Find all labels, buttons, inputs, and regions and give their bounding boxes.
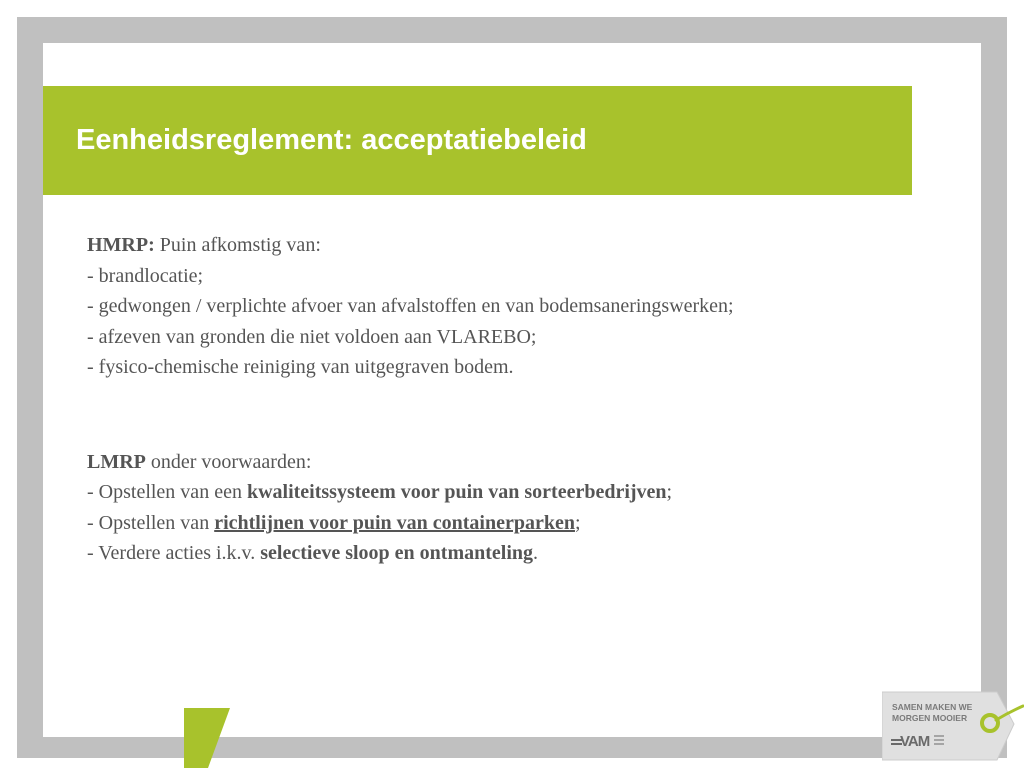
lmrp-item-emphasis: kwaliteitssysteem voor puin van sorteerbedrijven: [246, 481, 667, 503]
lmrp-item-prefix: - Verdere acties i.k.v.: [87, 542, 261, 564]
section-spacer: [87, 383, 927, 447]
lmrp-item-emphasis: selectieve sloop en ontmanteling: [260, 542, 534, 564]
vam-logo: VAM: [900, 733, 930, 750]
slide-body: [87, 230, 927, 569]
lmrp-item: [87, 477, 927, 508]
lmrp-item-prefix: - Opstellen van: [87, 511, 215, 534]
hmrp-item: - gedwongen / verplichte afvoer van afvalstoffen en van bodemsaneringswerken;: [87, 295, 734, 317]
lmrp-item: [87, 508, 927, 539]
lmrp-item-suffix: .: [533, 542, 539, 564]
lmrp-intro: onder voorwaarden:: [145, 450, 312, 473]
decorative-green-shape: [183, 708, 233, 768]
hmrp-label: HMRP:: [87, 234, 155, 256]
lmrp-heading: [87, 447, 927, 478]
lmrp-label: LMRP: [87, 450, 146, 473]
containerparken-link[interactable]: richtlijnen voor puin van containerparken: [214, 511, 575, 534]
slide-title: Eenheidsreglement: acceptatiebeleid: [76, 124, 587, 156]
lmrp-item-prefix: - Opstellen van een: [87, 481, 247, 503]
hmrp-item: - afzeven van gronden die niet voldoen aan VLAREBO;: [87, 325, 537, 348]
badge-slogan-line2: MORGEN MOOIER: [892, 713, 968, 723]
hmrp-intro: Puin afkomstig van:: [154, 234, 321, 256]
hmrp-item: - fysico-chemische reiniging van uitgegraven bodem.: [87, 356, 514, 378]
badge-slogan-line1: SAMEN MAKEN WE: [892, 702, 973, 712]
vam-badge: [882, 690, 1024, 764]
hmrp-item: - brandlocatie;: [87, 264, 204, 287]
hmrp-heading: [87, 230, 927, 261]
lmrp-item-suffix: ;: [666, 481, 673, 503]
lmrp-item: [87, 538, 927, 569]
lmrp-item-suffix: ;: [574, 511, 581, 534]
